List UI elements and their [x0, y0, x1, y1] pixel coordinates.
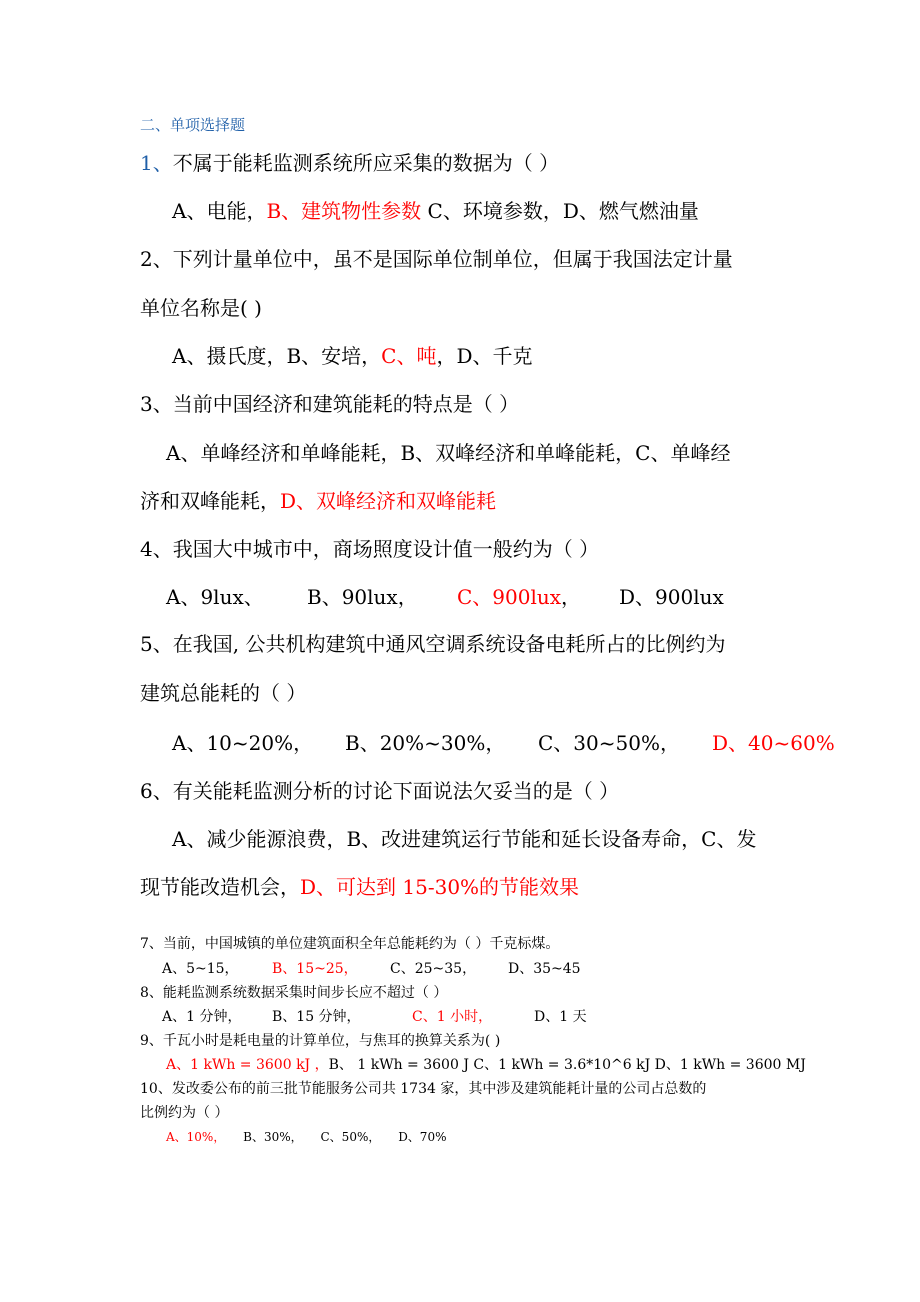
question-2-stem-line2: 单位名称是( ) [140, 296, 262, 320]
options-rest: B、 1 kWh = 3600 J C、1 kWh = 3.6*10^6 kJ D、1 kWh = 3600 MJ [328, 1057, 806, 1073]
option-c-answer: C、900lux [457, 585, 562, 609]
question-10-stem-line1: 10、发改委公布的前三批节能服务公司共 1734 家，其中涉及建筑能耗计量的公司占总数的 [140, 1081, 707, 1097]
question-7-stem: 7、当前，中国城镇的单位建筑面积全年总能耗约为（ ）千克标煤。 [140, 936, 560, 952]
question-1 [140, 147, 559, 176]
question-3-options-line2 [140, 485, 496, 514]
question-8-stem: 8、能耗监测系统数据采集时间步长应不超过（ ） [140, 985, 448, 1001]
option-d-answer: D、可达到 15-30%的节能效果 [300, 875, 580, 899]
question-7-option-b-answer: B、15~25， [272, 961, 358, 977]
question-8-option-a: A、1 分钟， [162, 1009, 242, 1025]
option-a: A、电能， [172, 199, 267, 223]
question-9-options [166, 1054, 806, 1074]
option-a-answer: A、1 kWh = 3600 kJ ， [166, 1057, 329, 1073]
question-4-option-c [457, 581, 581, 610]
option-a-answer: A、10%， [166, 1130, 226, 1144]
question-9-stem: 9、千瓦小时是耗电量的计算单位，与焦耳的换算关系为( ) [140, 1033, 501, 1049]
question-5-option-c: C、30~50%， [538, 731, 680, 755]
option-c-cont: 现节能改造机会， [140, 875, 300, 899]
question-4-option-d: D、900lux [619, 585, 724, 609]
question-5-option-b: B、20%~30%， [345, 731, 506, 755]
question-8-option-d: D、1 天 [534, 1009, 587, 1025]
question-2-stem-line1: 2、下列计量单位中，虽不是国际单位制单位，但属于我国法定计量 [140, 247, 733, 271]
option-d-answer: D、双峰经济和双峰能耗 [280, 489, 497, 513]
question-6-options-line1: A、减少能源浪费，B、改进建筑运行节能和延长设备寿命，C、发 [172, 827, 757, 851]
question-4-stem: 4、我国大中城市中，商场照度设计值一般约为（ ） [140, 537, 600, 561]
question-7-option-c: C、25~35， [390, 961, 477, 977]
question-7-option-d: D、35~45 [508, 961, 581, 977]
question-1-stem: 不属于能耗监测系统所应采集的数据为（ ） [172, 151, 560, 175]
option-d: D、千克 [456, 344, 533, 368]
option-c: C、环境参数， [427, 199, 563, 223]
question-4-option-a: A、9lux、 [166, 585, 264, 609]
option-separator: ， [561, 585, 582, 609]
question-5-option-a: A、10~20%， [172, 731, 314, 755]
question-8-option-b: B、15 分钟， [272, 1009, 361, 1025]
option-c-cont: 济和双峰能耗， [140, 489, 280, 513]
question-10-options [166, 1128, 446, 1145]
option-separator: ， [436, 344, 457, 368]
question-5-stem-line1: 5、在我国, 公共机构建筑中通风空调系统设备电耗所占的比例约为 [140, 632, 726, 656]
option-b: B、30%， [243, 1130, 303, 1144]
question-2-options [172, 340, 533, 369]
question-1-number: 1、 [140, 151, 173, 175]
question-10-stem-line2: 比例约为（ ） [140, 1105, 229, 1121]
option-b: B、安培， [286, 344, 382, 368]
question-5-option-d-answer: D、40~60% [712, 731, 835, 755]
section-heading: 二、单项选择题 [140, 116, 246, 134]
question-6-options-line2 [140, 871, 579, 900]
option-c-answer: C、吨 [381, 344, 437, 368]
option-c: C、50%， [320, 1130, 381, 1144]
question-3-stem: 3、当前中国经济和建筑能耗的特点是（ ） [140, 392, 520, 416]
option-b-answer: B、建筑物性参数 [266, 199, 422, 223]
question-1-options [172, 195, 699, 224]
question-3-options-line1: A、单峰经济和单峰能耗，B、双峰经济和单峰能耗，C、单峰经 [166, 441, 731, 465]
question-5-stem-line2: 建筑总能耗的（ ） [140, 681, 307, 705]
question-4-option-b: B、90lux， [307, 585, 418, 609]
question-8-option-c-answer: C、1 小时， [412, 1009, 493, 1025]
option-a: A、摄氏度， [172, 344, 287, 368]
question-7-option-a: A、5~15， [162, 961, 239, 977]
option-d: D、70% [398, 1130, 447, 1144]
option-d: D、燃气燃油量 [562, 199, 699, 223]
question-6-stem: 6、有关能耗监测分析的讨论下面说法欠妥当的是（ ） [140, 779, 620, 803]
